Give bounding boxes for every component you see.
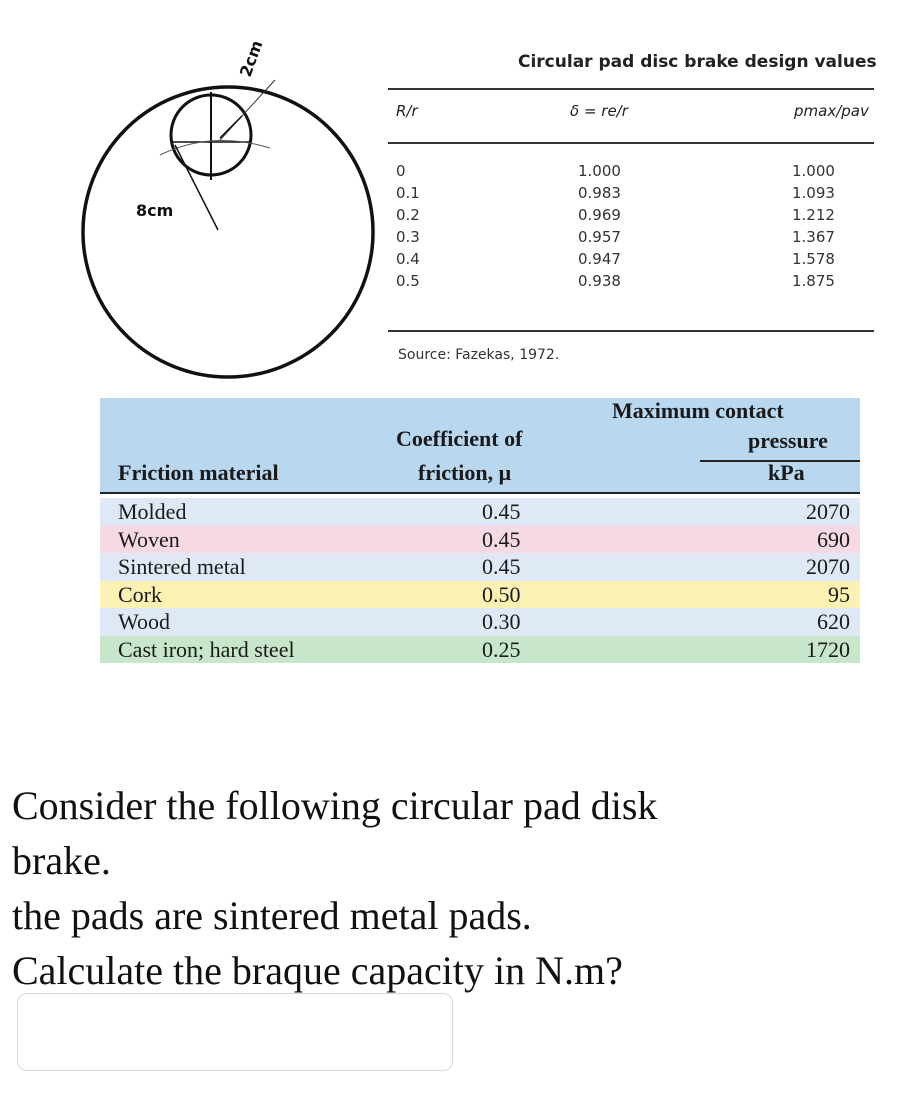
design-cell: 1.093	[792, 184, 835, 202]
design-cell: 0.4	[396, 250, 420, 268]
mu-cell: 0.45	[482, 499, 521, 524]
header-friction-material: Friction material	[118, 460, 279, 485]
design-header-delta: δ = re/r	[570, 102, 628, 120]
mu-cell: 0.45	[482, 554, 521, 579]
table-row	[100, 636, 860, 664]
pressure-cell: 1720	[806, 636, 850, 662]
mu-cell: 0.45	[482, 526, 521, 552]
design-col-ratio	[396, 160, 420, 292]
mu-cell: 0.25	[482, 636, 521, 662]
header-pressure-line1: Maximum contact	[612, 398, 784, 423]
design-cell: 1.875	[792, 272, 835, 290]
design-cell: 1.000	[792, 162, 835, 180]
design-cell: 0.983	[578, 184, 621, 202]
design-cell: 1.000	[578, 162, 621, 180]
design-bottom-rule	[388, 330, 874, 332]
material-cell: Woven	[118, 526, 180, 552]
header-bottom-rule	[100, 492, 860, 494]
design-source: Source: Fazekas, 1972.	[398, 347, 560, 363]
material-cell: Cork	[118, 581, 162, 607]
design-cell: 0.1	[396, 184, 420, 202]
design-cell: 1.212	[792, 206, 835, 224]
question-line: brake.	[12, 838, 111, 883]
material-cell: Cast iron; hard steel	[118, 636, 295, 662]
label-8cm: 8cm	[136, 201, 174, 220]
material-cell: Sintered metal	[118, 554, 246, 579]
mu-cell: 0.50	[482, 581, 521, 607]
design-cell: 0.957	[578, 228, 621, 246]
design-cell: 0	[396, 162, 406, 180]
design-cell: 0.3	[396, 228, 420, 246]
radius-2cm-arrow	[220, 116, 242, 138]
design-table-title: Circular pad disc brake design values	[518, 52, 877, 72]
friction-material-table	[100, 398, 860, 662]
table-row	[100, 526, 860, 554]
design-top-rule	[388, 88, 874, 90]
design-header-pressure: pmax/pav	[794, 102, 869, 120]
design-cell: 0.947	[578, 250, 621, 268]
design-cell: 0.969	[578, 206, 621, 224]
header-pressure-line2: pressure	[748, 428, 828, 453]
header-coefficient-line2: friction, μ	[418, 460, 512, 485]
material-cell: Wood	[118, 609, 171, 634]
table-row	[100, 608, 860, 636]
design-col-delta	[578, 160, 621, 292]
brake-disc-diagram	[70, 20, 400, 380]
friction-table-header	[100, 398, 860, 494]
question-line: Calculate the braque capacity in N.m?	[12, 948, 623, 993]
table-row	[100, 498, 860, 526]
design-header-rule	[388, 142, 874, 144]
design-cell: 0.938	[578, 272, 621, 290]
material-cell: Molded	[118, 499, 187, 524]
pressure-cell: 2070	[806, 499, 850, 524]
design-cell: 1.367	[792, 228, 835, 246]
pressure-cell: 95	[828, 581, 850, 607]
question-line: the pads are sintered metal pads.	[12, 893, 532, 938]
answer-input[interactable]	[17, 993, 453, 1071]
design-cell: 0.5	[396, 272, 420, 290]
pressure-cell: 620	[817, 609, 850, 634]
header-pressure-unit: kPa	[768, 460, 805, 485]
header-coefficient-line1: Coefficient of	[396, 426, 523, 451]
design-cell: 0.2	[396, 206, 420, 224]
pressure-cell: 690	[817, 526, 850, 552]
pressure-cell: 2070	[806, 554, 850, 579]
mu-cell: 0.30	[482, 609, 521, 634]
question-text	[12, 778, 882, 998]
label-2cm: 2cm	[235, 37, 267, 80]
table-row	[100, 581, 860, 609]
question-line: Consider the following circular pad disk	[12, 783, 658, 828]
design-header-ratio: R/r	[396, 102, 418, 120]
table-row	[100, 553, 860, 581]
design-col-pressure	[792, 160, 835, 292]
design-cell: 1.578	[792, 250, 835, 268]
